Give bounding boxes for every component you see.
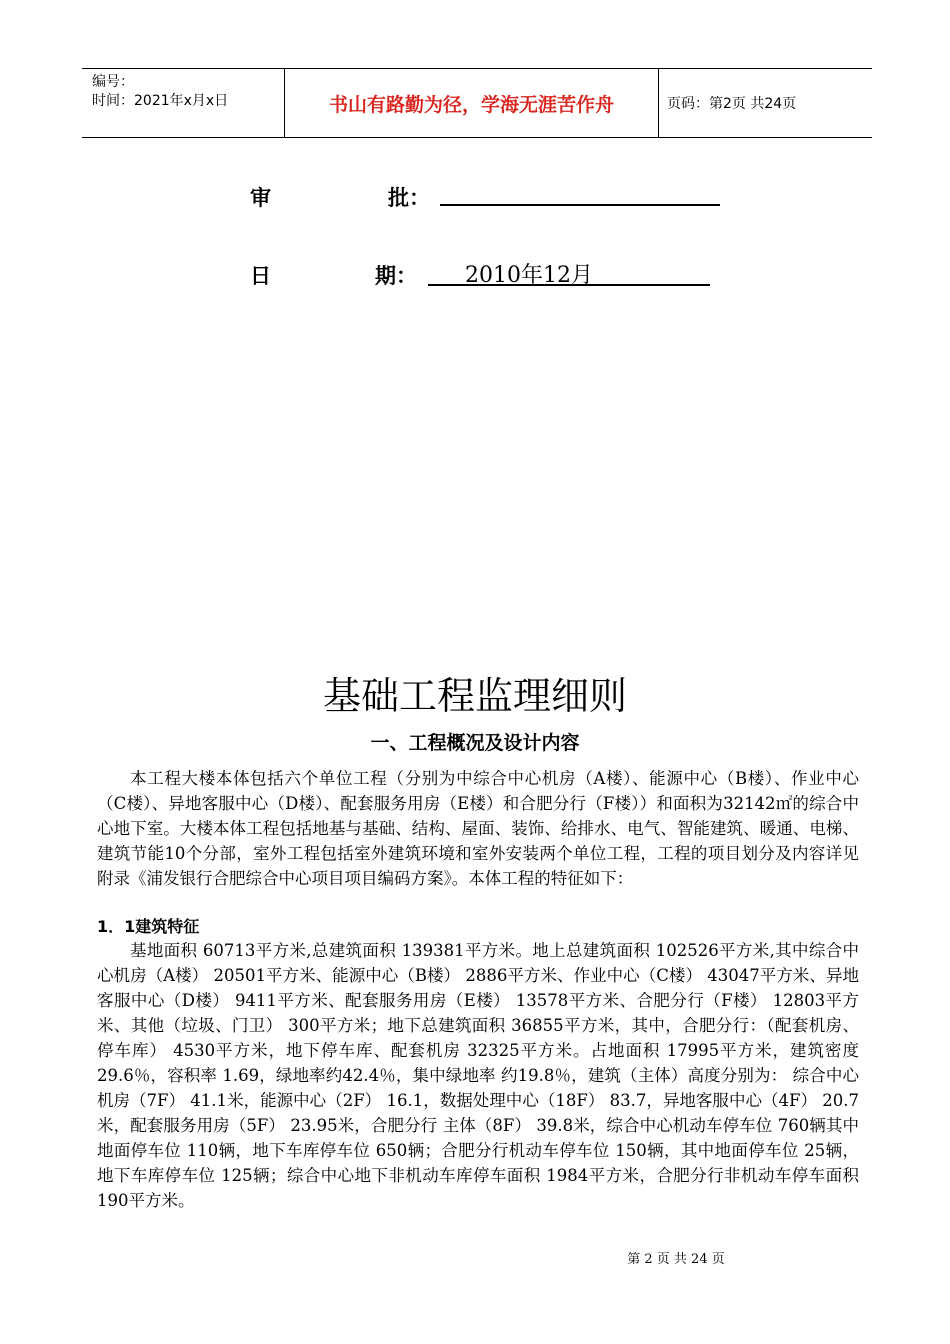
- section-heading: 一、工程概况及设计内容: [370, 732, 580, 754]
- subsection-heading: 1．1建筑特征: [97, 917, 200, 936]
- document-title: 基础工程监理细则: [322, 674, 627, 718]
- header-motto: 书山有路勤为径，学海无涯苦作舟: [284, 69, 659, 137]
- number-label: 编号：: [92, 74, 134, 90]
- page-header: [82, 68, 872, 138]
- approval-signature-line: [440, 204, 720, 206]
- time-label: 时间：2021年x月x日: [92, 93, 229, 109]
- date-underline: [428, 284, 710, 286]
- page-footer: 第 2 页 共 24 页: [627, 1252, 725, 1267]
- header-meta: [92, 73, 228, 111]
- page-indicator: 页码：第2页 共24页: [667, 96, 797, 112]
- date-label-2: 期：: [375, 264, 417, 288]
- approval-label-1: 审: [250, 186, 271, 210]
- date-label-1: 日: [250, 264, 271, 288]
- section-paragraph: 本工程大楼本体包括六个单位工程（分别为中综合中心机房（A楼）、能源中心（B楼）、作业中心（C楼）、异地客服中心（D楼）、配套服务用房（E楼）和合肥分行（F楼））和面积为32142㎡的综合中心地下室。大楼本体工程包括地基与基础、结构、屋面、装饰、给排水、电气、智能建筑、暖通、电梯、建筑节能10个分部，室外工程包括室外建筑环境和室外安装两个单位工程，工程的项目划分及内容详见附录《浦发银行合肥综合中心项目项目编码方案》。本体工程的特征如下：: [97, 769, 859, 888]
- date-value: 2010年12月: [465, 263, 593, 288]
- approval-label-2: 批：: [388, 186, 430, 210]
- subsection-paragraph: 基地面积 60713平方米,总建筑面积 139381平方米。地上总建筑面积 102526平方米,其中综合中心机房（A楼） 20501平方米、能源中心（B楼） 2886平方米、作业中心（C楼） 43047平方米、异地客服中心（D楼） 9411平方米、配套服务用房（E楼） 13578平方米、合肥分行（F楼） 12803平方米、其他（垃圾、门卫） 300平方米；地下总建筑面积 36855平方米，其中，合肥分行：（配套机房、停车库） 4530平方米，地下停车库、配套机房 32325平方米。占地面积 17995平方米，建筑密度 29.6％，容积率 1.69，绿地率约42.4％，集中绿地率 约19.8％，建筑（主体）高度分别为： 综合中心机房（7F） 41.1米，能源中心（2F） 16.1，数据处理中心（18F） 83.7，异地客服中心（4F） 20.7米，配套服务用房（5F） 23.95米，合肥分行 主体（8F） 39.8米，综合中心机动车停车位 760辆其中地面停车位 110辆，地下车库停车位 650辆；合肥分行机动车停车位 150辆，其中地面停车位 25辆，地下车库停车位 125辆；综合中心地下非机动车库停车面积 1984平方米，合肥分行非机动车停车面积 190平方米。: [97, 941, 859, 1210]
